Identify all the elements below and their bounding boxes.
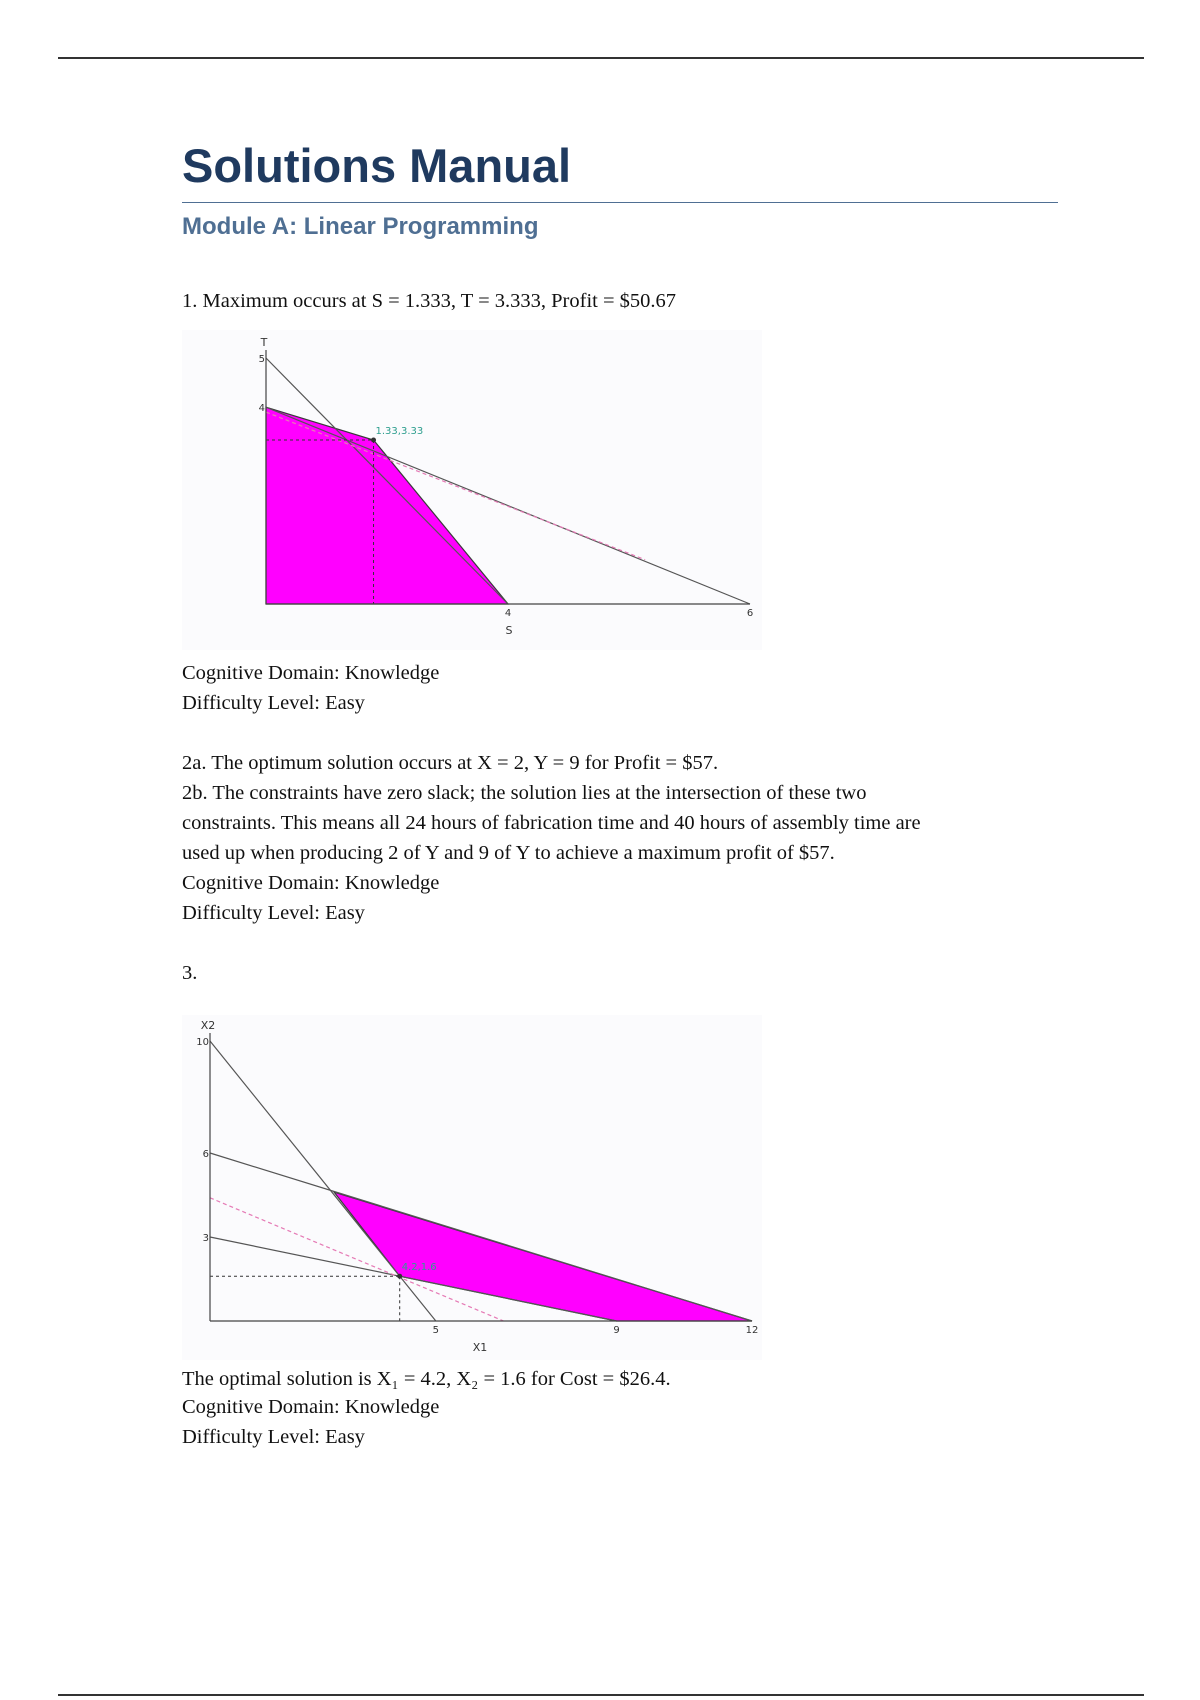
- x-axis-label: X1: [472, 1341, 488, 1354]
- q2-cognitive-domain: Cognitive Domain: Knowledge: [182, 872, 440, 894]
- q3-cognitive-domain: Cognitive Domain: Knowledge: [182, 1396, 440, 1418]
- q3-difficulty-level: Difficulty Level: Easy: [182, 1426, 365, 1448]
- q3-number: 3.: [182, 962, 198, 984]
- q2b-line-2: constraints. This means all 24 hours of fabrication time and 40 hours of assembly time are: [182, 812, 921, 834]
- optimal-point: [397, 1274, 402, 1279]
- q1-difficulty-level: Difficulty Level: Easy: [182, 692, 365, 714]
- page-title: Solutions Manual: [182, 140, 1058, 203]
- y-tick-label: 4: [258, 403, 265, 415]
- q2-difficulty-level: Difficulty Level: Easy: [182, 902, 365, 924]
- chart-q1: [182, 330, 762, 650]
- y-tick-label: 3: [202, 1233, 209, 1244]
- x-tick-label: 9: [613, 1325, 620, 1336]
- y-axis-label: X2: [200, 1019, 216, 1032]
- x-tick-label: 6: [746, 608, 754, 619]
- module-heading: Module A: Linear Programming: [182, 212, 539, 240]
- q1-answer: 1. Maximum occurs at S = 1.333, T = 3.333, Profit = $50.67: [182, 290, 677, 312]
- q2b-line-1: 2b. The constraints have zero slack; the solution lies at the intersection of these two: [182, 782, 867, 804]
- x-tick-label: 5: [432, 1325, 440, 1336]
- q3-answer: The optimal solution is X₁ = 4.2, X₂ = 1.6 for Cost = $26.4.: [182, 1368, 671, 1390]
- y-tick-label: 10: [196, 1037, 209, 1048]
- optimal-point: [371, 438, 376, 443]
- bottom-rule: [58, 1694, 1144, 1696]
- top-rule: [58, 57, 1144, 59]
- y-tick-label: 5: [258, 354, 265, 365]
- x-tick-label: 12: [745, 1325, 759, 1336]
- q2b-line-3: used up when producing 2 of Y and 9 of Y to achieve a maximum profit of $57.: [182, 842, 835, 864]
- x-tick-label: 4: [504, 608, 512, 619]
- q2a-answer: 2a. The optimum solution occurs at X = 2, Y = 9 for Profit = $57.: [182, 752, 719, 774]
- x-axis-label: S: [505, 624, 513, 637]
- chart-q3: [182, 1015, 762, 1360]
- y-tick-label: 6: [202, 1149, 209, 1160]
- optimal-point-label: 1.33,3.33: [375, 426, 424, 438]
- y-axis-label: T: [260, 336, 268, 349]
- q1-cognitive-domain: Cognitive Domain: Knowledge: [182, 662, 440, 684]
- page-content: [182, 140, 1058, 242]
- optimal-point-label: 4.2,1.6: [401, 1262, 437, 1274]
